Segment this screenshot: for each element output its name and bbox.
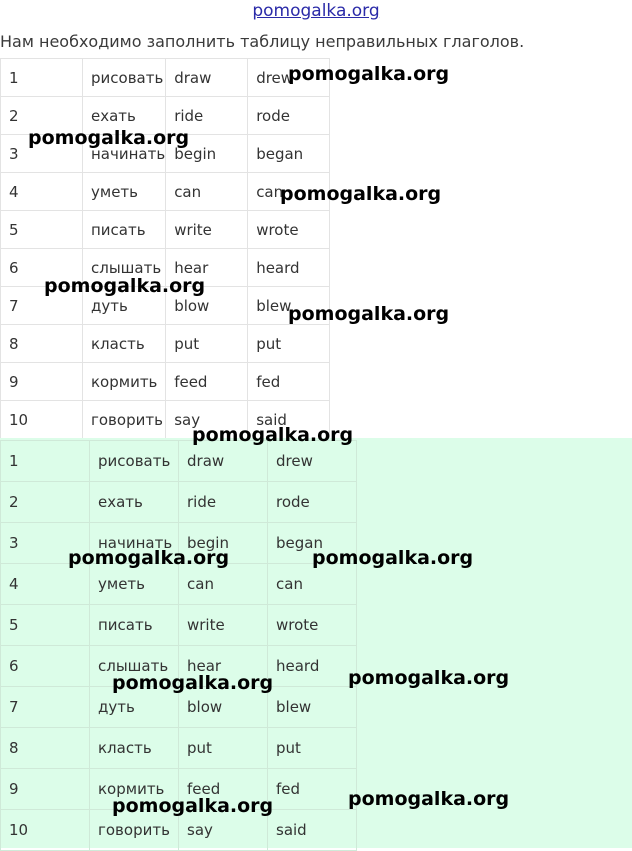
watermark: pomogalka.org xyxy=(312,547,474,569)
row-number: 4 xyxy=(1,173,83,211)
past-simple: rode xyxy=(268,482,357,523)
row-number: 2 xyxy=(1,97,83,135)
row-number: 5 xyxy=(1,605,90,646)
infinitive: ride xyxy=(166,97,248,135)
russian-verb: ехать xyxy=(90,482,179,523)
russian-verb: дуть xyxy=(90,687,179,728)
verbs-table-answer xyxy=(0,440,357,851)
infinitive: say xyxy=(166,401,248,439)
infinitive: hear xyxy=(166,249,248,287)
past-simple: blew xyxy=(248,287,330,325)
infinitive: begin xyxy=(166,135,248,173)
infinitive: ride xyxy=(179,482,268,523)
russian-verb: кормить xyxy=(90,769,179,810)
row-number: 6 xyxy=(1,646,90,687)
row-number: 4 xyxy=(1,564,90,605)
russian-verb: кормить xyxy=(83,363,166,401)
table-row xyxy=(1,441,357,482)
row-number: 7 xyxy=(1,687,90,728)
table-row xyxy=(1,564,357,605)
infinitive: put xyxy=(179,728,268,769)
table-row xyxy=(1,728,357,769)
row-number: 9 xyxy=(1,363,83,401)
infinitive: draw xyxy=(166,59,248,97)
row-number: 3 xyxy=(1,523,90,564)
past-simple: heard xyxy=(268,646,357,687)
instruction-text: Нам необходимо заполнить таблицу неправильных глаголов. xyxy=(0,32,525,51)
row-number: 10 xyxy=(1,401,83,439)
past-simple: drew xyxy=(248,59,330,97)
watermark: pomogalka.org xyxy=(112,795,274,817)
russian-verb: начинать xyxy=(83,135,166,173)
russian-verb: слышать xyxy=(83,249,166,287)
past-simple: began xyxy=(248,135,330,173)
watermark: pomogalka.org xyxy=(68,547,230,569)
verbs-table-task xyxy=(0,58,330,439)
past-simple: wrote xyxy=(248,211,330,249)
russian-verb: дуть xyxy=(83,287,166,325)
row-number: 6 xyxy=(1,249,83,287)
watermark: pomogalka.org xyxy=(112,672,274,694)
row-number: 8 xyxy=(1,728,90,769)
russian-verb: уметь xyxy=(90,564,179,605)
infinitive: say xyxy=(179,810,268,851)
russian-verb: говорить xyxy=(83,401,166,439)
infinitive: hear xyxy=(179,646,268,687)
row-number: 3 xyxy=(1,135,83,173)
watermark: pomogalka.org xyxy=(288,303,450,325)
russian-verb: начинать xyxy=(90,523,179,564)
past-simple: drew xyxy=(268,441,357,482)
watermark: pomogalka.org xyxy=(348,667,510,689)
row-number: 7 xyxy=(1,287,83,325)
watermark: pomogalka.org xyxy=(44,275,206,297)
past-simple: fed xyxy=(248,363,330,401)
past-simple: blew xyxy=(268,687,357,728)
row-number: 1 xyxy=(1,441,90,482)
past-simple: rode xyxy=(248,97,330,135)
russian-verb: уметь xyxy=(83,173,166,211)
past-simple: put xyxy=(248,325,330,363)
russian-verb: писать xyxy=(83,211,166,249)
row-number: 1 xyxy=(1,59,83,97)
infinitive: can xyxy=(166,173,248,211)
past-simple: fed xyxy=(268,769,357,810)
russian-verb: класть xyxy=(83,325,166,363)
past-simple: can xyxy=(268,564,357,605)
past-simple: said xyxy=(268,810,357,851)
row-number: 10 xyxy=(1,810,90,851)
infinitive: blow xyxy=(179,687,268,728)
infinitive: write xyxy=(179,605,268,646)
watermark: pomogalka.org xyxy=(280,183,442,205)
infinitive: can xyxy=(179,564,268,605)
table-row xyxy=(1,325,330,363)
row-number: 2 xyxy=(1,482,90,523)
table-row xyxy=(1,363,330,401)
russian-verb: рисовать xyxy=(83,59,166,97)
past-simple: put xyxy=(268,728,357,769)
infinitive: blow xyxy=(166,287,248,325)
russian-verb: ехать xyxy=(83,97,166,135)
past-simple: heard xyxy=(248,249,330,287)
table-row xyxy=(1,211,330,249)
infinitive: write xyxy=(166,211,248,249)
russian-verb: класть xyxy=(90,728,179,769)
russian-verb: говорить xyxy=(90,810,179,851)
past-simple: began xyxy=(268,523,357,564)
russian-verb: рисовать xyxy=(90,441,179,482)
infinitive: draw xyxy=(179,441,268,482)
infinitive: begin xyxy=(179,523,268,564)
watermark: pomogalka.org xyxy=(348,788,510,810)
infinitive: feed xyxy=(166,363,248,401)
watermark: pomogalka.org xyxy=(288,63,450,85)
row-number: 5 xyxy=(1,211,83,249)
site-link[interactable]: pomogalka.org xyxy=(252,1,380,21)
russian-verb: писать xyxy=(90,605,179,646)
past-simple: can xyxy=(248,173,330,211)
row-number: 9 xyxy=(1,769,90,810)
table-row xyxy=(1,605,357,646)
infinitive: put xyxy=(166,325,248,363)
table-row xyxy=(1,482,357,523)
watermark: pomogalka.org xyxy=(28,127,190,149)
infinitive: feed xyxy=(179,769,268,810)
row-number: 8 xyxy=(1,325,83,363)
past-simple: wrote xyxy=(268,605,357,646)
past-simple: said xyxy=(248,401,330,439)
table-row xyxy=(1,59,330,97)
russian-verb: слышать xyxy=(90,646,179,687)
watermark: pomogalka.org xyxy=(192,424,354,446)
